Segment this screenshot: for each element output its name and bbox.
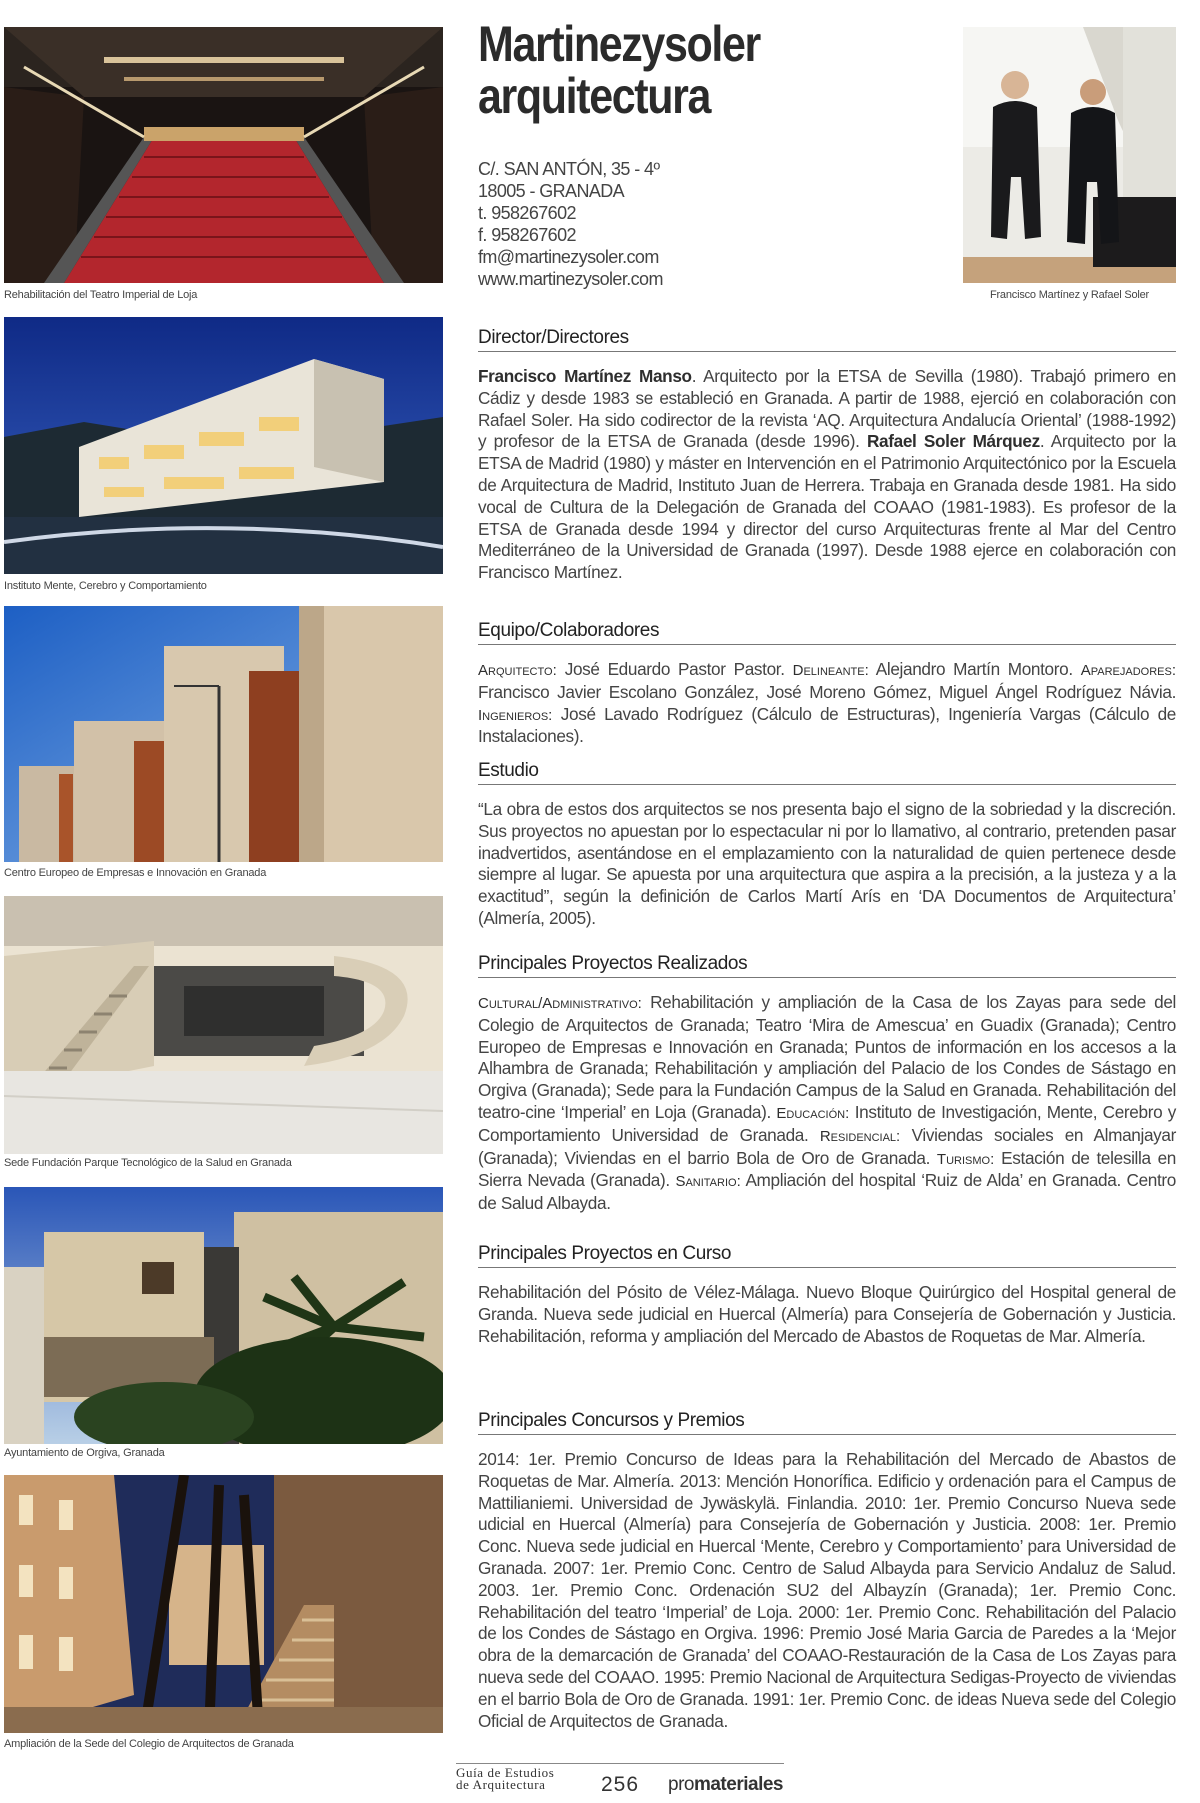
section-body: 2014: 1er. Premio Concurso de Ideas para la Rehabilitación del Mercado de Abastos de Roquetas de Mar. Almería. 2013: Mención Honorífica. Edificio y ordenación para el Campus de Mattilianiemi. Universidad de Jywäskylä. Finlandia. 2010: 1er. Premio Concurso Nueva sede udicial en Huercal (Almería) para Consejería de Gobernación y Justicia. 2008: 1er. Premio Conc. Nueva sede judicial en Huercal ‘Mente, Cerebro y Comportamiento’ para Universidad de Granada. 2007: 1er. Premio Conc. Centro de Salud Albayda para Servicio Andaluz de Salud. 2003. 1er. Premio Conc. Ordenación SU2 del Albayzín (Granada); 1er. Premio Conc. Rehabilitación del teatro ‘Imperial’ de Loja. 2000: 1er. Premio Conc. Rehabilitación del Palacio de los Condes de Sástago en Orgiva. 1996: Premio José Maria Garcia de Paredes a la ‘Mejor obra de la demarcación de Granada’ del COAAO-Restauración de la Casa de Los Zayas para nueva sede del COAAO. 1995: Premio Nacional de Arquitectura Sedigas-Proyecto de viviendas en el barrio Bola de Oro de Granada. 1991: 1er. Premio Conc. de ideas Nueva sede del Colegio Oficial de Arquitectos de Granada.	[478, 1449, 1176, 1731]
photo-caption: Francisco Martínez y Rafael Soler	[989, 289, 1150, 301]
director-name: Rafael Soler Márquez	[867, 431, 1040, 452]
section-heading: Equipo/Colaboradores	[478, 619, 1176, 645]
firm-title-line1: Martinezysoler	[478, 16, 760, 72]
photo-centro-europeo	[4, 606, 443, 862]
photo-instituto-mente	[4, 317, 443, 574]
director-name: Francisco Martínez Manso	[478, 366, 692, 386]
section-heading: Principales Proyectos Realizados	[478, 952, 1176, 978]
address-city: 18005 - GRANADA	[478, 181, 625, 201]
firm-title-line2: arquitectura	[478, 68, 710, 124]
section-body: Cultural/Administrativo: Rehabilitación y ampliación de la Casa de los Zayas para sede del Colegio de Arquitectos de Granada; Teatro ‘Mira de Amescua’ en Guadix (Granada); Centro Europeo de Empresas e Innovación en Granada; Puntos de información en los accesos a la Alhambra de Granada; Rehabilitación y ampliación del Palacio de los Condes de Sástago en Orgiva (Granada); Sede para la Fundación Campus de la Salud en Granada. Rehabilitación del teatro-cine ‘Imperial’ en Loja (Granada). Educación: Instituto de Investigación, Mente, Cerebro y Comportamiento Universidad de Granada. Residencial: Viviendas sociales en Almanjayar (Granada); Viviendas en el barrio Bola de Oro de Granada. Turismo: Estación de telesilla en Sierra Nevada (Granada). Sanitario: Ampliación del hospital ‘Ruiz de Alda’ en Granada. Centro de Salud Albayda.	[478, 992, 1176, 1214]
section-team	[478, 619, 1176, 748]
photo-portrait-architects	[963, 27, 1176, 283]
photo-colegio-arquitectos	[4, 1475, 443, 1733]
section-heading: Estudio	[478, 759, 1176, 785]
footer-rule	[456, 1763, 784, 1764]
section-body: “La obra de estos dos arquitectos se nos presenta bajo el signo de la sobriedad y la discreción. Sus proyectos no apuestan por lo espectacular ni por lo llamativo, al contrario, pretenden pasar inadvertidos, asentándose en el emplazamiento con la naturalidad de quien pertenece desde siempre al lugar. Se apuesta por una arquitectura que aspira a la precisión, a la justeza y a la exactitud”, según la definición de Carlos Martí Arís en ‘DA Documentos de Arquitectura’ (Almería, 2005).	[478, 799, 1176, 928]
photo-teatro-imperial	[4, 27, 443, 283]
phone: t. 958267602	[478, 203, 576, 223]
section-heading: Principales Concursos y Premios	[478, 1409, 1176, 1435]
section-directors	[478, 326, 1176, 584]
section-heading: Principales Proyectos en Curso	[478, 1242, 1176, 1268]
section-body: Rehabilitación del Pósito de Vélez-Málaga. Nuevo Bloque Quirúrgico del Hospital general de Granda. Nueva sede judicial en Huercal (Almería) para Consejería de Gobernación y Justicia. Rehabilitación, reforma y ampliación del Mercado de Abastos de Roquetas de Mar. Almería.	[478, 1282, 1176, 1346]
photo-caption: Sede Fundación Parque Tecnológico de la Salud en Granada	[4, 1157, 292, 1169]
address-street: C/. SAN ANTÓN, 35 - 4º	[478, 159, 660, 179]
section-body: Arquitecto: José Eduardo Pastor Pastor. Delineante: Alejandro Martín Montoro. Aparejadores: Francisco Javier Escolano González, José Moreno Gómez, Miguel Ángel Rodríguez Návia. Ingenieros: José Lavado Rodríguez (Cálculo de Estructuras), Ingeniería Vargas (Cálculo de Instalaciones).	[478, 659, 1176, 747]
website-link[interactable]: www.martinezysoler.com	[478, 269, 663, 289]
section-heading: Director/Directores	[478, 326, 1176, 352]
brand-logo: promateriales	[668, 1774, 783, 1795]
email-link[interactable]: fm@martinezysoler.com	[478, 247, 659, 267]
photo-caption: Ampliación de la Sede del Colegio de Arquitectos de Granada	[4, 1738, 294, 1750]
photo-caption: Ayuntamiento de Orgiva, Granada	[4, 1447, 165, 1459]
photo-caption: Instituto Mente, Cerebro y Comportamiento	[4, 580, 207, 592]
contact-block	[478, 158, 918, 290]
fax: f. 958267602	[478, 225, 576, 245]
firm-title	[478, 18, 874, 122]
photo-ayuntamiento-orgiva	[4, 1187, 443, 1444]
section-awards	[478, 1409, 1176, 1732]
page-number: 256	[601, 1773, 640, 1796]
page-footer	[456, 1763, 786, 1799]
photo-caption: Rehabilitación del Teatro Imperial de Loja	[4, 289, 198, 301]
photo-caption: Centro Europeo de Empresas e Innovación en Granada	[4, 867, 267, 879]
photo-sede-fundacion	[4, 896, 443, 1154]
section-completed-projects	[478, 952, 1176, 1215]
guide-title: Guía de Estudios de Arquitectura	[456, 1765, 555, 1792]
section-ongoing-projects	[478, 1242, 1176, 1347]
section-body: Francisco Martínez Manso. Arquitecto por la ETSA de Sevilla (1980). Trabajó primero en Cádiz y desde 1983 se estableció en Granada. A partir de 1988, ejerció en colaboración con Rafael Soler. Ha sido codirector de la revista ‘AQ. Arquitectura Andalucía Oriental’ (1988-1992) y profesor de la ETSA de Granada (desde 1996). Rafael Soler Márquez. Arquitecto por la ETSA de Madrid (1980) y máster en Intervención en el Patrimonio Arquitectónico por la Escuela de Arquitectura de Madrid, Instituto Juan de Herrera. Trabaja en Granada desde 1981. Ha sido vocal de Cultura de la Delegación de Granada del COAAO (1981-1983). Es profesor de la ETSA de Granada desde 1994 y director del curso Arquitecturas frente al Mar del Centro Mediterráneo de la Universidad de Granada (1997). Desde 1988 ejerce en colaboración con Francisco Martínez.	[478, 366, 1176, 583]
section-studio	[478, 759, 1176, 930]
